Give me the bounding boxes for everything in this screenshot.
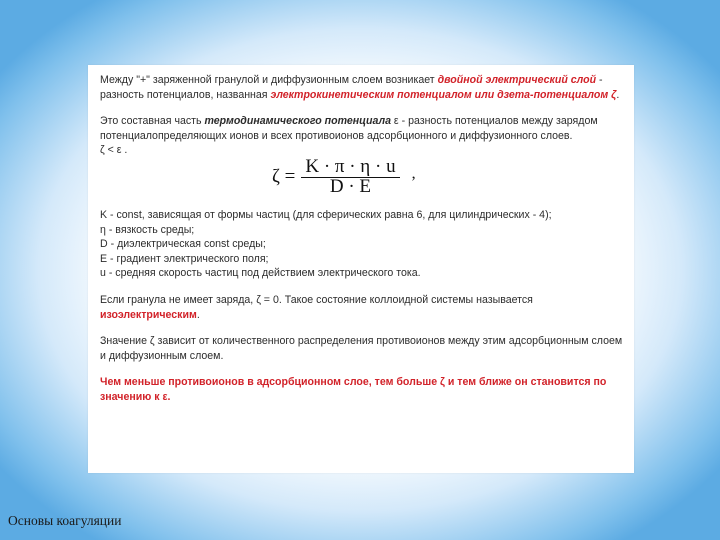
zeta-inequality: ζ < ε . bbox=[100, 144, 128, 157]
p1-text-1: Между "+" заряженной гранулой и диффузионным слоем возникает bbox=[100, 74, 438, 86]
definition-E: E - градиент электрического поля; bbox=[100, 252, 269, 265]
paragraph-conclusion: Чем меньше противоионов в адсорбционном слое, тем больше ζ и тем ближе он становится по значению к ε. bbox=[100, 376, 607, 403]
paragraph-double-layer bbox=[100, 73, 626, 102]
formula-lhs: ζ = bbox=[272, 165, 296, 187]
p1-text-2: - разность потенциалов, названная bbox=[100, 74, 603, 101]
p3-text-1: Если гранула не имеет заряда, ζ = 0. Такое состояние коллоидной системы называется bbox=[100, 293, 533, 306]
p2-text-2: ε - разность потенциалов между зарядом потенциалопределяющих ионов и всех противоионов адсорбционного и диффузионного слоев. bbox=[100, 115, 598, 142]
formula-comma: , bbox=[411, 164, 416, 182]
term-double-electric-layer: двойной электрический слой bbox=[437, 74, 597, 86]
slide-card bbox=[88, 65, 634, 473]
p1-text-3: . bbox=[616, 88, 620, 101]
slide-content bbox=[100, 73, 626, 417]
formula-denominator: D · E bbox=[329, 175, 372, 197]
p2-text-1: Это составная часть bbox=[100, 115, 205, 128]
term-isoelectric: изоэлектрическим bbox=[100, 308, 197, 321]
formula-numerator: K · π · η · u bbox=[301, 160, 399, 178]
slide-title-footer: Основы коагуляции bbox=[8, 513, 122, 528]
definition-eta: η - вязкость среды; bbox=[100, 223, 195, 236]
paragraph-zeta-dependence: Значение ζ зависит от количественного распределения противоионов между этим адсорбционным слоем и диффузионным слоем. bbox=[100, 335, 623, 362]
definitions-list bbox=[100, 208, 626, 281]
paragraph-isoelectric bbox=[100, 293, 626, 322]
definition-K: K - const, зависящая от формы частиц (для сферических равна 6, для цилиндрических - 4); bbox=[100, 208, 552, 221]
p3-text-2: . bbox=[196, 308, 200, 321]
zeta-formula bbox=[100, 155, 626, 208]
definition-D: D - диэлектрическая const среды; bbox=[100, 238, 266, 251]
term-zeta-potential: электрокинетическим потенциалом или дзета-потенциалом ζ bbox=[270, 88, 617, 101]
formula-fraction bbox=[301, 155, 399, 197]
term-thermodynamic-potential: термодинамического потенциала bbox=[204, 115, 391, 128]
definition-u: u - средняя скорость частиц под действием электрического тока. bbox=[100, 267, 421, 280]
paragraph-thermo-potential bbox=[100, 114, 626, 158]
